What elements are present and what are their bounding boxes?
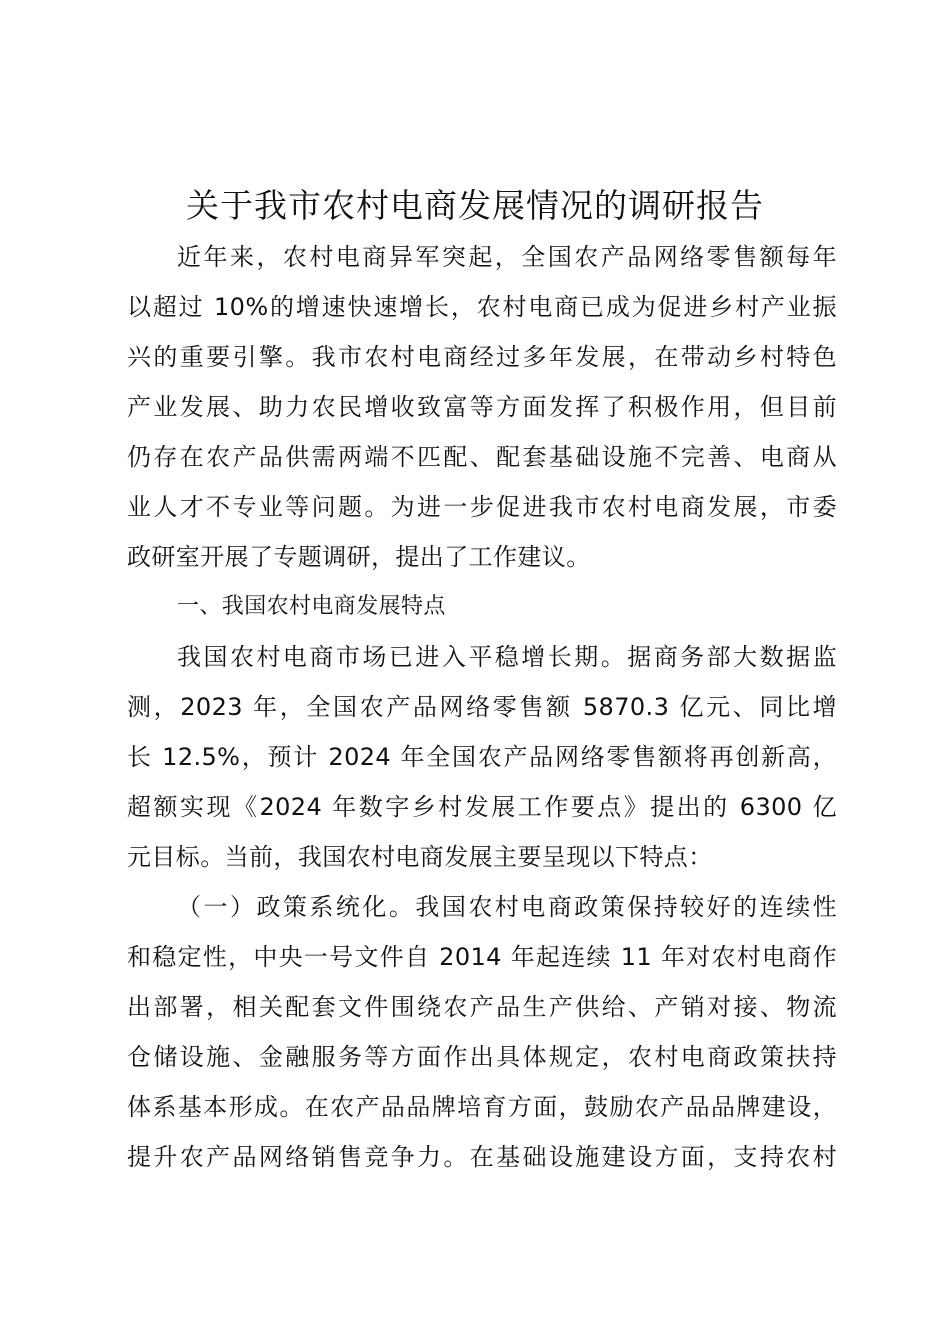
paragraph-line: 出部署，相关配套文件围绕农产品生产供给、产销对接、物流 bbox=[127, 993, 837, 1021]
document-title: 关于我市农村电商发展情况的调研报告 bbox=[186, 186, 764, 225]
paragraph-line: 和稳定性，中央一号文件自 2014 年起连续 11 年对农村电商作 bbox=[127, 943, 837, 971]
paragraph-line: （一）政策系统化。我国农村电商政策保持较好的连续性 bbox=[177, 893, 837, 921]
paragraph-line: 体系基本形成。在农产品品牌培育方面，鼓励农产品品牌建设， bbox=[127, 1093, 837, 1121]
document-body bbox=[127, 232, 837, 1182]
paragraph-line: 测，2023 年，全国农产品网络零售额 5870.3 亿元、同比增 bbox=[127, 693, 837, 721]
paragraph-line: 超额实现《2024 年数字乡村发展工作要点》提出的 6300 亿 bbox=[127, 793, 837, 821]
paragraph-line: 兴的重要引擎。我市农村电商经过多年发展，在带动乡村特色 bbox=[127, 343, 837, 371]
paragraph-line: 以超过 10%的增速快速增长，农村电商已成为促进乡村产业振 bbox=[127, 293, 837, 321]
paragraph-line: 仍存在农产品供需两端不匹配、配套基础设施不完善、电商从 bbox=[127, 443, 837, 471]
paragraph-line: 长 12.5%，预计 2024 年全国农产品网络零售额将再创新高， bbox=[127, 743, 837, 771]
paragraph-line: 近年来，农村电商异军突起，全国农产品网络零售额每年 bbox=[177, 243, 837, 271]
paragraph-line: 产业发展、助力农民增收致富等方面发挥了积极作用，但目前 bbox=[127, 393, 837, 421]
paragraph-line: 我国农村电商市场已进入平稳增长期。据商务部大数据监 bbox=[177, 643, 837, 671]
paragraph-line: 政研室开展了专题调研，提出了工作建议。 bbox=[127, 543, 591, 571]
paragraph-line: 仓储设施、金融服务等方面作出具体规定，农村电商政策扶持 bbox=[127, 1043, 837, 1071]
section-heading: 一、我国农村电商发展特点 bbox=[177, 594, 446, 619]
paragraph-line: 提升农产品网络销售竞争力。在基础设施建设方面，支持农村 bbox=[127, 1143, 837, 1171]
paragraph-line: 业人才不专业等问题。为进一步促进我市农村电商发展，市委 bbox=[127, 493, 837, 521]
paragraph-line: 元目标。当前，我国农村电商发展主要呈现以下特点： bbox=[127, 843, 713, 871]
